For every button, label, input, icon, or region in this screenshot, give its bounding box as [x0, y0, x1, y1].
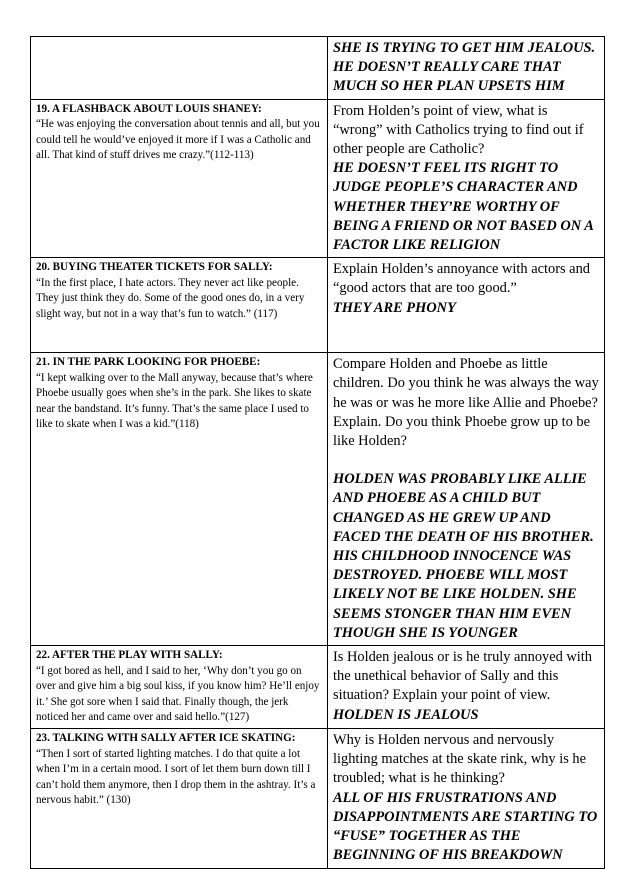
table-row: [31, 258, 605, 353]
table-row: [31, 353, 605, 646]
section-heading: 20. BUYING THEATER TICKETS FOR SALLY:: [36, 261, 273, 274]
question-cell: [328, 99, 605, 258]
table-row: [31, 729, 605, 868]
quote-text: “He was enjoying the conversation about tennis and all, but you could tell he would’ve enjoyed it more if I was a Catholic and all. That kind of stuff drives me crazy.”(112-113): [36, 118, 320, 162]
quote-text: “In the first place, I hate actors. They never act like people. They just think they do. Some of the good ones do, in a very slight way, but not in a way that’s fun to watch.” (117): [36, 276, 305, 320]
question-text: Is Holden jealous or is he truly annoyed with the unethical behavior of Sally and this situation? Explain your point of view.: [333, 649, 592, 704]
blank-line: [333, 451, 599, 470]
quote-text: “I got bored as hell, and I said to her, ‘Why don’t you go on over and give him a big soul kiss, if you know him? He’ll enjoy it.’ She got sore when I said that. Finally though, the jerk noticed her and came over and said hello.”(127): [36, 664, 320, 724]
table-row: [31, 646, 605, 729]
quote-cell: [31, 258, 328, 353]
worksheet-table: [30, 36, 605, 869]
answer-text: ALL OF HIS FRUSTRATIONS AND DISAPPOINTMENTS ARE STARTING TO “FUSE” TOGETHER AS THE BEGINNING OF HIS BREAKDOWN: [333, 789, 598, 864]
section-heading: 21. IN THE PARK LOOKING FOR PHOEBE:: [36, 356, 261, 369]
answer-text: HE DOESN’T FEEL ITS RIGHT TO JUDGE PEOPLE’S CHARACTER AND WHETHER THEY’RE WORTHY OF BEING A FRIEND OR NOT BASED ON A FACTOR LIKE RELIGION: [333, 160, 594, 254]
table-row: [31, 99, 605, 258]
answer-text: THEY ARE PHONY: [333, 299, 456, 316]
answer-cell: [328, 37, 605, 100]
quote-cell: [31, 353, 328, 646]
quote-cell: [31, 646, 328, 729]
quote-cell: [31, 729, 328, 868]
section-heading: 22. AFTER THE PLAY WITH SALLY:: [36, 649, 223, 662]
question-cell: [328, 646, 605, 729]
question-text: From Holden’s point of view, what is “wrong” with Catholics trying to find out if other people are Catholic?: [333, 102, 584, 158]
question-text: Explain Holden’s annoyance with actors and “good actors that are too good.”: [333, 261, 590, 297]
question-cell: [328, 729, 605, 868]
empty-quote-cell: [31, 37, 328, 100]
quote-cell: [31, 99, 328, 258]
quote-text: “Then I sort of started lighting matches. I do that quite a lot when I’m in a certain mood. I sort of let them burn down till I can’t hold them anymore, then I drop them in the ashtray. It’s a nervous habit.” (130): [36, 747, 316, 807]
question-text: Why is Holden nervous and nervously lighting matches at the skate rink, why is he troubled; what is he thinking?: [333, 732, 586, 787]
quote-text: “I kept walking over to the Mall anyway, because that’s where Phoebe usually goes when she’s in the park. She likes to skate near the bandstand. It’s funny. That’s the same place I used to like to skate when I was a kid.”(118): [36, 371, 313, 431]
section-heading: 23. TALKING WITH SALLY AFTER ICE SKATING:: [36, 732, 296, 745]
question-cell: [328, 353, 605, 646]
question-cell: [328, 258, 605, 353]
section-heading: 19. A FLASHBACK ABOUT LOUIS SHANEY:: [36, 102, 262, 115]
answer-text: HOLDEN IS JEALOUS: [333, 706, 479, 723]
question-text: Compare Holden and Phoebe as little children. Do you think he was always the way he was or was he more like Allie and Phoebe? Explain. Do you think Phoebe grow up to be like Holden?: [333, 356, 599, 450]
table-row: [31, 37, 605, 100]
answer-text: SHE IS TRYING TO GET HIM JEALOUS. HE DOESN’T REALLY CARE THAT MUCH SO HER PLAN UPSETS HIM: [333, 40, 596, 95]
answer-text: HOLDEN WAS PROBABLY LIKE ALLIE AND PHOEBE AS A CHILD BUT CHANGED AS HE GREW UP AND FACED THE DEATH OF HIS BROTHER. HIS CHILDHOOD INNOCENCE WAS DESTROYED. PHOEBE WILL MOST LIKELY NOT BE LIKE HOLDEN. SHE SEEMS STONGER THAN HIM EVEN THOUGH SHE IS YOUNGER: [333, 471, 594, 641]
